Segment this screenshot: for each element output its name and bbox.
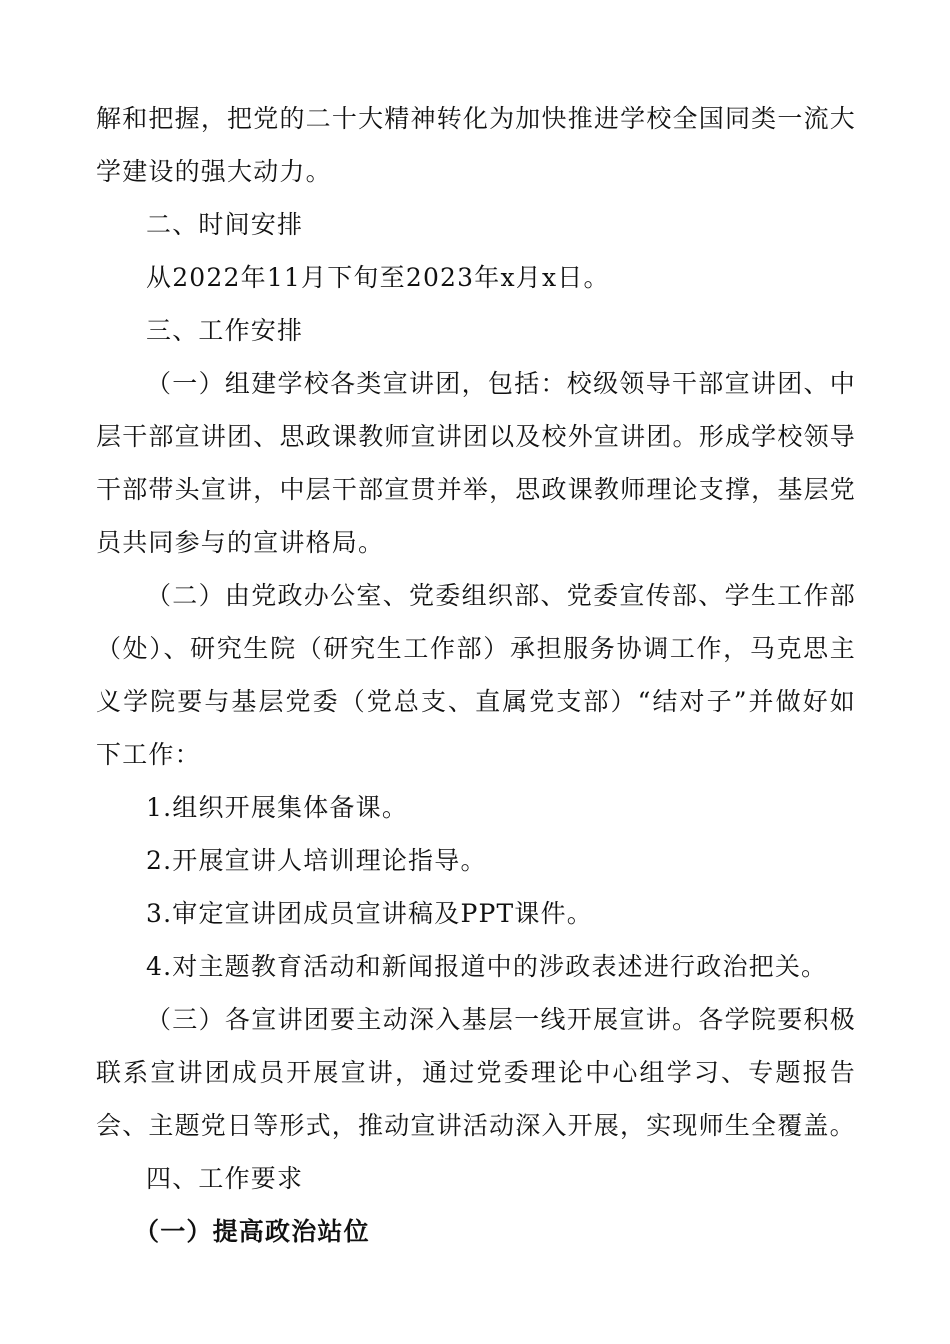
subsection-heading-political: （一）提高政治站位 bbox=[134, 1217, 370, 1246]
list-item: 3.审定宣讲团成员宣讲稿及PPT课件。 bbox=[146, 899, 593, 928]
time-paragraph: 从2022年11月下旬至2023年x月x日。 bbox=[146, 263, 610, 292]
list-item: 4.对主题教育活动和新闻报道中的涉政表述进行政治把关。 bbox=[146, 952, 828, 981]
section-heading-work: 三、工作安排 bbox=[146, 316, 304, 345]
work-paragraph-3: （三）各宣讲团要主动深入基层一线开展宣讲。各学院要积极联系宣讲团成员开展宣讲，通过党委理论中心组学习、专题报告会、主题党日等形式，推动宣讲活动深入开展，实现师生全覆盖。 bbox=[96, 1005, 856, 1140]
document-body bbox=[96, 92, 856, 1258]
section-heading-time: 二、时间安排 bbox=[146, 210, 304, 239]
list-item: 2.开展宣讲人培训理论指导。 bbox=[146, 846, 487, 875]
intro-paragraph-tail: 解和把握，把党的二十大精神转化为加快推进学校全国同类一流大学建设的强大动力。 bbox=[96, 104, 856, 186]
section-heading-requirements: 四、工作要求 bbox=[146, 1164, 304, 1193]
list-item: 1.组织开展集体备课。 bbox=[146, 793, 409, 822]
work-paragraph-1: （一）组建学校各类宣讲团，包括：校级领导干部宣讲团、中层干部宣讲团、思政课教师宣讲团以及校外宣讲团。形成学校领导干部带头宣讲，中层干部宣贯并举，思政课教师理论支撑，基层党员共同参与的宣讲格局。 bbox=[96, 369, 856, 557]
work-paragraph-2: （二）由党政办公室、党委组织部、党委宣传部、学生工作部（处）、研究生院（研究生工作部）承担服务协调工作，马克思主义学院要与基层党委（党总支、直属党支部）“结对子”并做好如下工作： bbox=[96, 581, 856, 769]
